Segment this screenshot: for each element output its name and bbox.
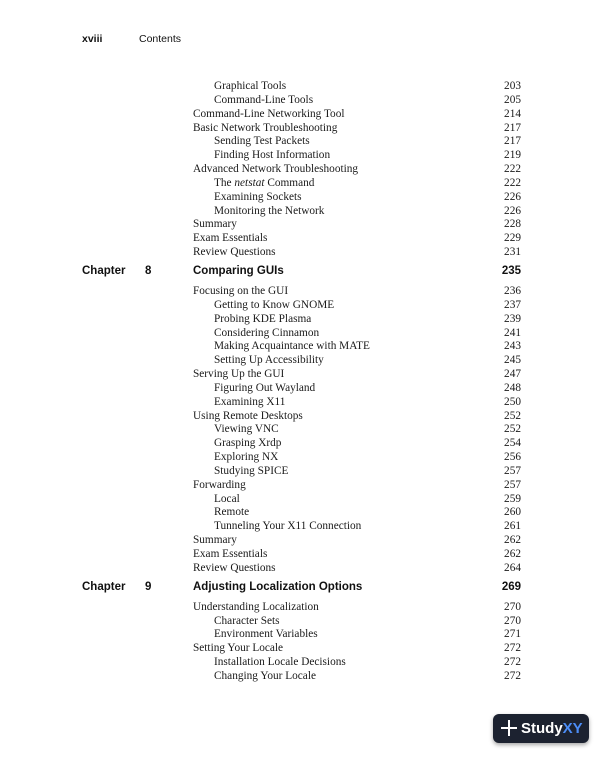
toc-entry-page: 260 (504, 506, 521, 519)
chapter-heading-8[interactable] (0, 261, 612, 282)
toc-entry-page: 272 (504, 642, 521, 655)
chapter-number: 8 (145, 264, 152, 277)
toc-entry-page: 259 (504, 492, 521, 505)
toc-entry[interactable] (0, 232, 612, 246)
toc-entry-page: 243 (504, 340, 521, 353)
toc-entry-title: Using Remote Desktops (193, 409, 303, 422)
toc-entry-page: 231 (504, 246, 521, 259)
toc-entry-title: Tunneling Your X11 Connection (214, 520, 362, 533)
toc-entry[interactable] (0, 493, 612, 507)
toc-entry-title: Grasping Xrdp (214, 437, 282, 450)
running-header (82, 33, 181, 45)
toc-entry[interactable] (0, 149, 612, 163)
page-number: xviii (82, 33, 103, 45)
toc-entry[interactable] (0, 218, 612, 232)
toc-entry-title: Environment Variables (214, 628, 318, 641)
brand-logo-text: StudyXY (521, 720, 583, 737)
toc-entry[interactable] (0, 205, 612, 219)
toc-entry-page: 229 (504, 232, 521, 245)
chapter-label: Chapter (82, 264, 126, 277)
chapter-number: 9 (145, 580, 152, 593)
plus-icon (501, 720, 517, 736)
toc-entry-title: Examining X11 (214, 395, 286, 408)
toc-entry-title: Local (214, 492, 240, 505)
toc-entry-title: Getting to Know GNOME (214, 298, 335, 311)
toc-entry[interactable] (0, 465, 612, 479)
toc-entry-title: Summary (193, 218, 237, 231)
toc-entry[interactable] (0, 108, 612, 122)
toc-entry-page: 257 (504, 478, 521, 491)
toc-entry-title: Viewing VNC (214, 423, 279, 436)
toc-entry-title: Advanced Network Troubleshooting (193, 163, 359, 176)
toc-section-chapter-8 (0, 285, 612, 576)
toc-entry-title: Forwarding (193, 478, 246, 491)
toc-entry-page: 254 (504, 437, 521, 450)
toc-entry[interactable] (0, 451, 612, 465)
toc-entry-title: Finding Host Information (214, 149, 331, 162)
toc-entry-page: 217 (504, 135, 521, 148)
toc-entry[interactable] (0, 670, 612, 684)
toc-entry-title: Exam Essentials (193, 232, 268, 245)
toc-entry-page: 214 (504, 107, 521, 120)
section-title: Contents (139, 33, 182, 45)
toc-entry-page: 272 (504, 656, 521, 669)
toc-entry-title: Making Acquaintance with MATE (214, 340, 370, 353)
toc-entry-page: 226 (504, 204, 521, 217)
toc-entry-title: Summary (193, 534, 237, 547)
toc-entry-title: Examining Sockets (214, 190, 302, 203)
toc-entry[interactable] (0, 94, 612, 108)
toc-entry[interactable] (0, 534, 612, 548)
toc-entry-page: 272 (504, 669, 521, 682)
toc-entry-title: Command-Line Tools (214, 93, 314, 106)
toc-entry[interactable] (0, 299, 612, 313)
toc-entry[interactable] (0, 656, 612, 670)
toc-entry[interactable] (0, 520, 612, 534)
toc-entry-title: Exploring NX (214, 451, 279, 464)
toc-entry[interactable] (0, 479, 612, 493)
toc-entry-page: 257 (504, 464, 521, 477)
toc-entry[interactable] (0, 246, 612, 260)
toc-entry[interactable] (0, 177, 612, 191)
toc-entry-title: Probing KDE Plasma (214, 312, 312, 325)
toc-entry-title: Studying SPICE (214, 464, 289, 477)
toc-entry-title: Basic Network Troubleshooting (193, 121, 338, 134)
toc-entry[interactable] (0, 313, 612, 327)
toc-entry-title: Figuring Out Wayland (214, 381, 316, 394)
toc-entry-title: Remote (214, 506, 250, 519)
toc-entry[interactable] (0, 506, 612, 520)
toc-entry-page: 236 (504, 284, 521, 297)
toc-entry-page: 237 (504, 298, 521, 311)
toc-entry-title: Setting Up Accessibility (214, 354, 324, 367)
toc-entry-page: 219 (504, 149, 521, 162)
toc-entry-title: Monitoring the Network (214, 204, 325, 217)
toc-section-continued (0, 80, 612, 260)
toc-entry-page: 222 (504, 176, 521, 189)
toc-entry-page: 222 (504, 163, 521, 176)
toc-entry-page: 270 (504, 614, 521, 627)
toc-entry[interactable] (0, 437, 612, 451)
chapter-page: 269 (501, 580, 521, 593)
toc-entry-page: 247 (504, 368, 521, 381)
toc-entry[interactable] (0, 340, 612, 354)
toc-entry-title: Serving Up the GUI (193, 368, 285, 381)
toc-entry-page: 261 (504, 520, 521, 533)
toc-entry[interactable] (0, 191, 612, 205)
toc-entry-title: The netstat Command (214, 176, 315, 189)
toc-entry-title: Considering Cinnamon (214, 326, 320, 339)
toc-entry-title: Command-Line Networking Tool (193, 107, 345, 120)
toc-entry-page: 264 (504, 561, 521, 574)
toc-entry-title: Review Questions (193, 246, 276, 259)
toc-entry[interactable] (0, 615, 612, 629)
toc-entry[interactable] (0, 135, 612, 149)
toc-entry-page: 228 (504, 218, 521, 231)
toc-entry[interactable] (0, 562, 612, 576)
toc-entry-title: Changing Your Locale (214, 669, 316, 682)
toc-entry-title: Graphical Tools (214, 80, 287, 92)
toc-entry-page: 262 (504, 534, 521, 547)
toc-entry[interactable] (0, 396, 612, 410)
toc-entry-page: 252 (504, 409, 521, 422)
toc-entry-page: 239 (504, 312, 521, 325)
toc-entry[interactable] (0, 423, 612, 437)
toc-entry[interactable] (0, 354, 612, 368)
toc-entry-title: Installation Locale Decisions (214, 656, 346, 669)
toc-entry[interactable] (0, 285, 612, 299)
chapter-page: 235 (501, 264, 521, 277)
toc-entry[interactable] (0, 410, 612, 424)
toc-entry-title: Exam Essentials (193, 548, 268, 560)
toc-entry-page: 248 (504, 381, 521, 394)
toc-entry-page: 270 (504, 600, 521, 613)
toc-section-chapter-9 (0, 601, 612, 684)
toc-entry[interactable] (0, 80, 612, 94)
toc-entry[interactable] (0, 382, 612, 396)
toc-entry-page: 252 (504, 423, 521, 436)
toc-entry[interactable] (0, 628, 612, 642)
toc-entry[interactable] (0, 368, 612, 382)
toc-entry-page: 205 (504, 93, 521, 106)
chapter-title: Adjusting Localization Options (193, 580, 363, 593)
toc-entry[interactable] (0, 642, 612, 656)
toc-entry-page: 241 (504, 326, 521, 339)
chapter-label: Chapter (82, 580, 126, 593)
toc-entry-page: 271 (504, 628, 521, 641)
toc-entry-page: 217 (504, 121, 521, 134)
studyxy-badge[interactable] (493, 714, 589, 743)
chapter-title: Comparing GUIs (193, 264, 284, 277)
toc-entry-title: Understanding Localization (193, 600, 319, 613)
toc-entry-page: 203 (504, 80, 521, 92)
chapter-heading-9[interactable] (0, 577, 612, 598)
toc-entry-page: 226 (504, 190, 521, 203)
toc-entry[interactable] (0, 122, 612, 136)
toc-entry[interactable] (0, 163, 612, 177)
toc-entry-title: Focusing on the GUI (193, 284, 289, 297)
toc-entry-page: 250 (504, 395, 521, 408)
table-of-contents (0, 80, 612, 684)
toc-entry[interactable] (0, 601, 612, 615)
toc-entry-title: Setting Your Locale (193, 642, 284, 655)
toc-entry-page: 262 (504, 548, 521, 560)
toc-entry-page: 245 (504, 354, 521, 367)
toc-entry-title: Character Sets (214, 614, 280, 627)
toc-entry-title: Sending Test Packets (214, 135, 310, 148)
toc-entry-page: 256 (504, 451, 521, 464)
toc-entry-title: Review Questions (193, 561, 276, 574)
toc-entry[interactable] (0, 327, 612, 341)
toc-entry[interactable] (0, 548, 612, 562)
